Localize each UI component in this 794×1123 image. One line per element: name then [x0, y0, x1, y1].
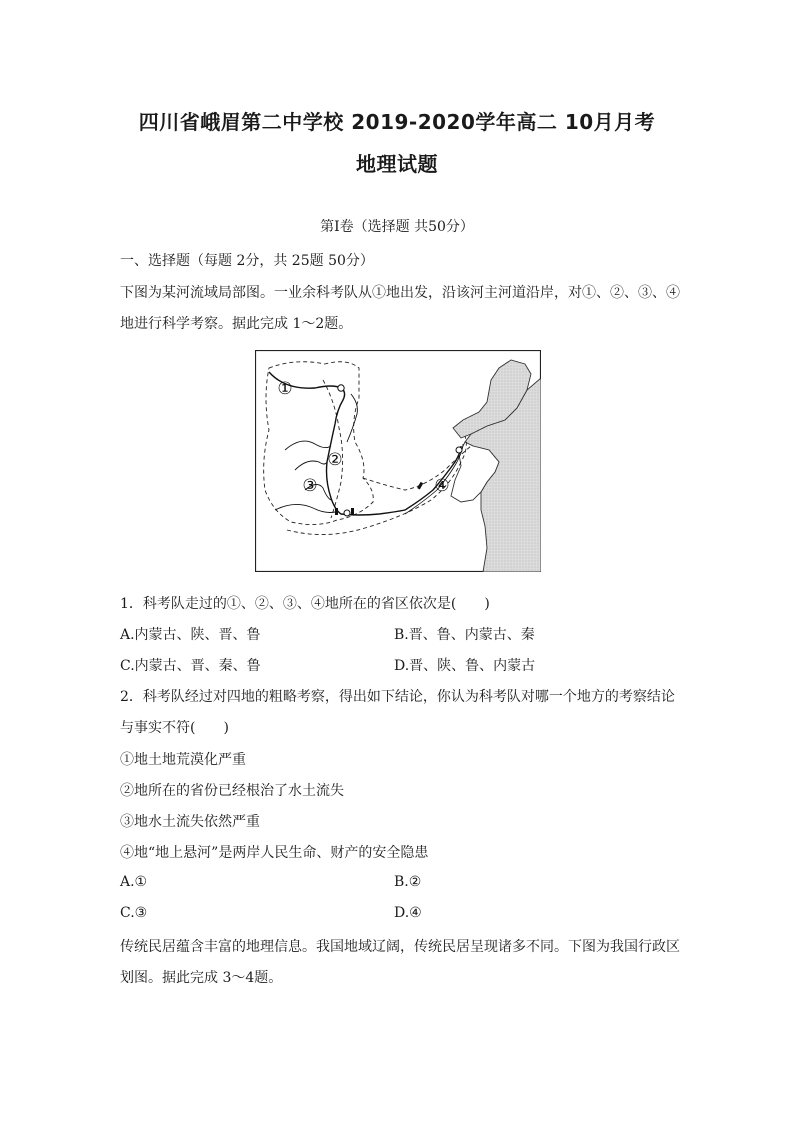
q2-option-a: A.①	[120, 874, 148, 890]
paper-title: 四川省峨眉第二中学校 2019-2020学年高二 10月月考	[138, 110, 656, 134]
city-dot-2	[344, 510, 350, 516]
q1-option-a: A.内蒙古、陕、晋、鲁	[120, 627, 261, 643]
q1-stem: 1．科考队走过的①、②、③、④地所在的省区依次是( )	[120, 596, 490, 612]
q2-option-d: D.④	[394, 905, 422, 921]
q2-item-4: ④地“地上悬河”是两岸人民生命、财产的安全隐患	[120, 845, 429, 861]
yellow-river-map	[255, 350, 541, 572]
q2-stem-line1: 2．科考队经过对四地的粗略考察，得出如下结论，你认为科考队对哪一个地方的考察结论	[120, 689, 675, 705]
intro1-line1: 下图为某河流域局部图。一业余科考队从①地出发，沿该河主河道沿岸，对①、②、③、④	[120, 285, 680, 301]
q2-item-1: ①地土地荒漠化严重	[120, 752, 246, 768]
q2-option-c: C.③	[120, 905, 148, 921]
map-label-1: ①	[277, 379, 293, 399]
part-label: 一、选择题（每题 2分，共 25题 50分）	[120, 253, 374, 269]
intro1-line2: 地进行科学考察。据此完成 1～2题。	[120, 316, 353, 332]
map-label-3: ③	[302, 476, 318, 496]
q2-item-2: ②地所在的省份已经根治了水土流失	[120, 783, 344, 799]
dam-mark-2	[351, 508, 354, 515]
city-dot-3	[456, 447, 462, 453]
paper-subtitle: 地理试题	[356, 152, 438, 176]
q2-stem-line2: 与事实不符( )	[120, 720, 229, 736]
map-label-2: ②	[327, 450, 343, 470]
intro2-line1: 传统民居蕴含丰富的地理信息。我国地域辽阔，传统民居呈现诸多不同。下图为我国行政区	[120, 939, 680, 955]
q1-option-b: B.晋、鲁、内蒙古、秦	[394, 627, 535, 643]
q2-item-3: ③地水土流失依然严重	[120, 814, 260, 830]
dam-mark-1	[335, 508, 338, 515]
city-dot-1	[338, 385, 344, 391]
intro2-line2: 划图。据此完成 3～4题。	[120, 970, 283, 986]
section-label: 第Ⅰ卷（选择题 共50分）	[320, 219, 474, 235]
q1-option-d: D.晋、陕、鲁、内蒙古	[394, 658, 536, 674]
q2-option-b: B.②	[394, 874, 422, 890]
q1-option-c: C.内蒙古、晋、秦、鲁	[120, 658, 261, 674]
map-label-4: ④	[434, 476, 450, 496]
